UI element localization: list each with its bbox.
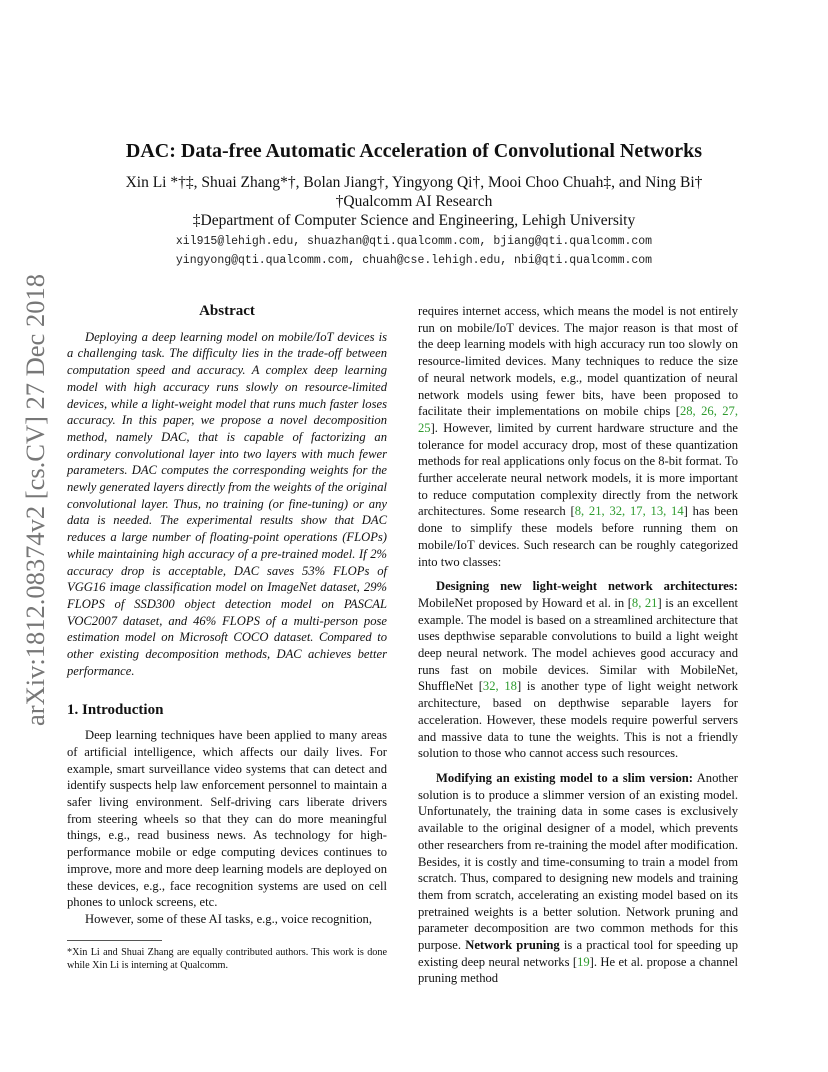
author-block	[0, 173, 828, 230]
text-run: ]. However, limited by current hardware structure and the tolerance for model accuracy drop, most of these quantization methods for real applications only focus on the 8-bit format. To further accelerate neural network models, it is more important to reduce computation complexity directly from the network architectures. Some research [	[418, 420, 738, 519]
abstract-text: Deploying a deep learning model on mobile/IoT devices is a challenging task. The difficulty lies in the trade-off between computation speed and accuracy. A complex deep learning model with high accuracy runs slowly on resource-limited devices, while a light-weight model that runs much faster loses accuracy. In this paper, we propose a novel decomposition method, namely DAC, that is capable of factorizing an ordinary convolutional layer into two layers with much fewer parameters. DAC computes the corresponding weights for the newly generated layers directly from the weights of the original convolutional layer. Thus, no training (or fine-tuning) or any data is needed. The experimental results show that DAC reduces a large number of floating-point operations (FLOPs) while maintaining high accuracy of a pre-trained model. If 2% accuracy drop is acceptable, DAC saves 53% FLOPs of VGG16 image classification model on ImageNet dataset, 29% FLOPS of SSD300 object detection model on PASCAL VOC2007 dataset, and 46% FLOPS of a multi-person pose estimation model on Microsoft COCO dataset. Compared to other existing decomposition methods, DAC achieves better performance.	[67, 329, 387, 678]
intro-paragraph-1: Deep learning techniques have been applied to many areas of artificial intelligence, which affects our daily lives. For example, smart surveillance video systems that can detect and identify suspects help law enforcement personnel to maintain a safer living environment. Self-driving cars liberate drivers from steering wheels so that they can do more meaningful things, e.g., read business news. As technology for high-performance mobile or edge computing devices continues to improve, more and more deep learning models are deployed on these devices, e.g., face recognition systems are used on cell phones to unlock screens, etc.	[67, 728, 387, 910]
text-run: ] has been done to simplify these models before running them on mobile/IoT devices. Such research can be roughly categorized into two classes:	[418, 504, 738, 569]
text-run: ] is another type of light weight network architecture, based on depthwise separable layers for acceleration. However, these models require powerful servers and massive data to tune the weights. This is not a friendly solution to those who cannot access such resources.	[418, 679, 738, 761]
citation-link[interactable]: 8, 21	[631, 595, 658, 610]
paragraph-lead: Modifying an existing model to a slim version:	[436, 770, 693, 785]
footnote-rule	[67, 940, 162, 941]
text-run: requires internet access, which means the model is not entirely run on mobile/IoT devices. The major reason is that most of the deep learning models with high accuracy run too slowly on resource-limited devices. Many techniques to reduce the size of neural network models, e.g., model quantization of neural network models using fewer bits, have been proposed to facilitate their implementations on mobile chips [	[418, 304, 738, 419]
affiliation-qualcomm: †Qualcomm AI Research	[335, 193, 493, 210]
abstract-heading: Abstract	[199, 303, 255, 319]
emails-line-2: yingyong@qti.qualcomm.com, chuah@cse.lehigh.edu, nbi@qti.qualcomm.com	[175, 254, 653, 267]
right-paragraph-2	[418, 578, 738, 762]
section-heading-introduction: 1. Introduction	[67, 702, 164, 719]
bold-term: Network pruning	[465, 938, 560, 953]
right-paragraph-1	[418, 303, 738, 570]
arxiv-id: arXiv:1812.08374v2 [cs.CV] 27 Dec 2018	[20, 274, 50, 726]
text-run: Another solution is to produce a slimmer version of an existing model. Unfortunately, the training data in some cases is exclusively available to the original designer of a model, which prevents other researchers from re-training the model after modification. Besides, it is costly and time-consuming to train a model from scratch. Thus, compared to designing new models and training them from scratch, accelerating an existing model based on its pretrained weights is a better solution. Network pruning and parameter decomposition are two common methods for this purpose.	[418, 770, 738, 953]
arxiv-stamp-svg	[14, 274, 54, 726]
right-paragraph-3	[418, 770, 738, 987]
citation-link[interactable]: 19	[577, 954, 590, 969]
citation-link[interactable]: 8, 21, 32, 17, 13, 14	[574, 504, 684, 519]
authors-line: Xin Li *†‡, Shuai Zhang*†, Bolan Jiang†, Yingyong Qi†, Mooi Choo Chuah‡, and Ning Bi†	[125, 174, 703, 191]
arxiv-stamp	[14, 274, 54, 726]
email-block	[0, 232, 828, 270]
citation-link[interactable]: 28, 26, 27, 25	[418, 404, 738, 435]
paragraph-lead: Designing new light-weight network architectures:	[436, 579, 738, 594]
right-column	[418, 303, 738, 987]
paper-title: DAC: Data-free Automatic Acceleration of Convolutional Networks	[125, 140, 703, 162]
emails-line-1: xil915@lehigh.edu, shuazhan@qti.qualcomm.com, bjiang@qti.qualcomm.com	[175, 235, 653, 248]
text-run: MobileNet proposed by Howard et al. in [	[418, 595, 632, 610]
text-run: ] is an excellent example. The model is based on a streamlined architecture that uses depthwise separable convolutions to build a light weight deep neural network. The model achieves good accuracy and runs fast on mobile devices. Similar with MobileNet, ShuffleNet [	[418, 595, 738, 694]
footnote: *Xin Li and Shuai Zhang are equally contributed authors. This work is done while Xin Li is interning at Qualcomm.	[67, 946, 387, 971]
text-run: ]. He et al. propose a channel pruning method	[418, 954, 738, 986]
citation-link[interactable]: 32, 18	[482, 679, 517, 694]
affiliation-lehigh: ‡Department of Computer Science and Engineering, Lehigh University	[192, 212, 636, 229]
left-column	[67, 303, 387, 972]
intro-paragraph-2: However, some of these AI tasks, e.g., voice recognition,	[85, 911, 372, 926]
text-run: is a practical tool for speeding up existing deep neural networks [	[418, 938, 739, 969]
